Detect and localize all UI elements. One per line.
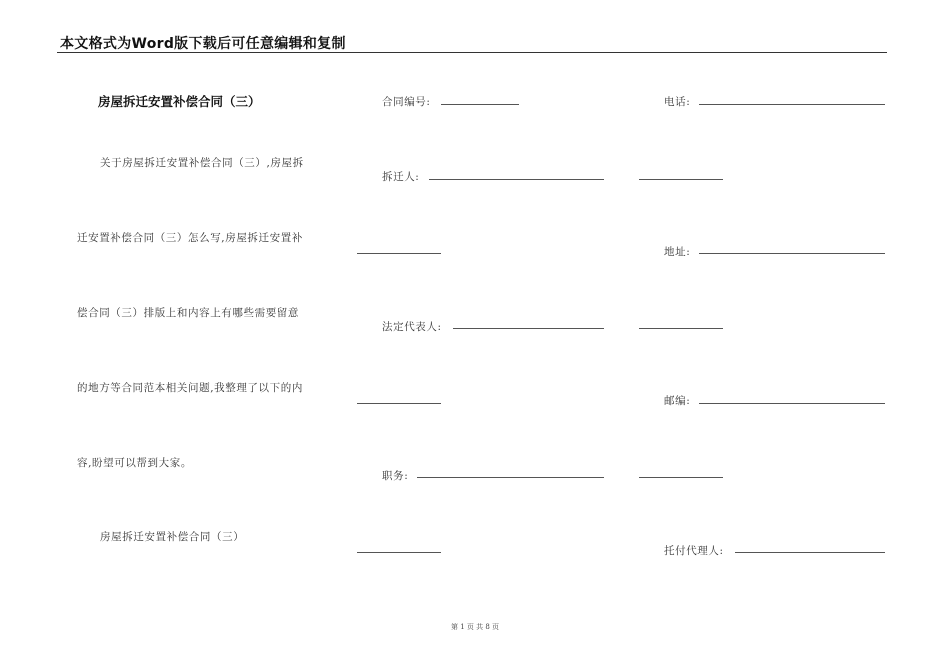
legal-representative-label: 法定代表人: — [382, 321, 442, 333]
agent-blank — [735, 552, 885, 553]
legal-representative-blank-extra — [639, 328, 723, 329]
blank-line-7 — [357, 552, 441, 553]
demolisher-blank — [429, 179, 604, 180]
intro-line-5: 容,盼望可以帮到大家。 — [77, 457, 192, 469]
phone-blank — [699, 104, 885, 105]
contract-number-label: 合同编号: — [382, 96, 431, 108]
address-blank — [699, 253, 885, 254]
document-subtitle: 房屋拆迁安置补偿合同（三） — [100, 531, 245, 543]
page-footer: 第 1 页 共 8 页 — [450, 623, 500, 631]
postcode-blank — [699, 403, 885, 404]
blank-line-5 — [357, 403, 441, 404]
intro-line-2: 迁安置补偿合同（三）怎么写,房屋拆迁安置补 — [77, 232, 303, 244]
intro-line-4: 的地方等合同范本相关问题,我整理了以下的内 — [77, 382, 303, 394]
header-title: 本文格式为Word版下载后可任意编辑和复制 — [60, 36, 346, 52]
intro-line-1: 关于房屋拆迁安置补偿合同（三）,房屋拆 — [100, 157, 304, 169]
position-blank — [417, 477, 604, 478]
postcode-label: 邮编: — [664, 395, 691, 407]
blank-line-3 — [357, 253, 441, 254]
phone-label: 电话: — [664, 96, 691, 108]
header-divider — [57, 52, 887, 53]
position-blank-extra — [639, 477, 723, 478]
legal-representative-blank — [453, 328, 604, 329]
address-label: 地址: — [664, 246, 691, 258]
intro-line-3: 偿合同（三）排版上和内容上有哪些需要留意 — [77, 307, 299, 319]
document-title: 房屋拆迁安置补偿合同（三） — [98, 94, 261, 109]
agent-label: 托付代理人: — [664, 545, 724, 557]
position-label: 职务: — [382, 470, 409, 482]
demolisher-label: 拆迁人: — [382, 171, 420, 183]
contract-number-blank — [441, 104, 519, 105]
demolisher-blank-extra — [639, 179, 723, 180]
